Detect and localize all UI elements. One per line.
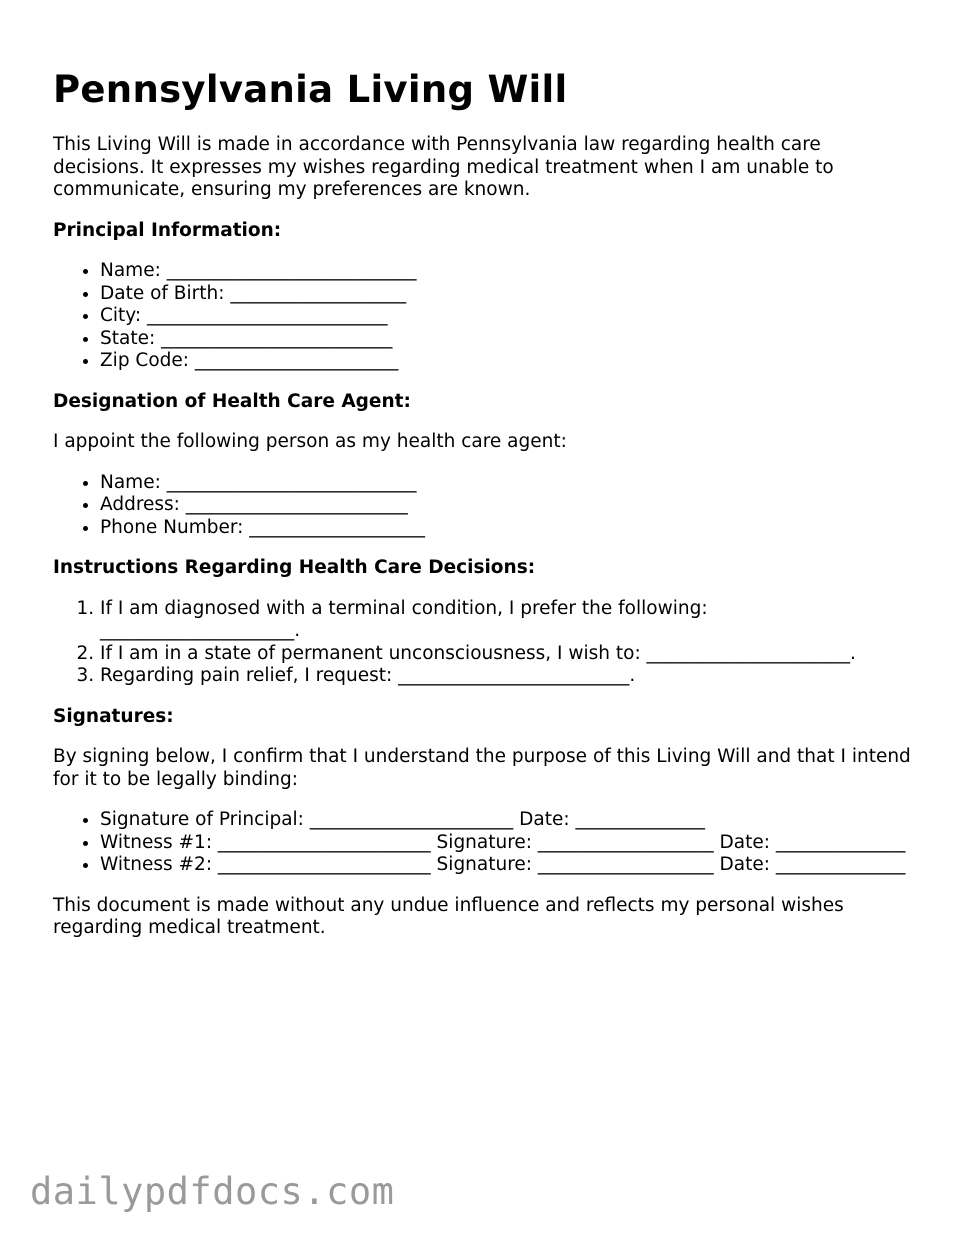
principal-signature-line: • Signature of Principal: ______________________ Date: ______________	[100, 809, 913, 832]
signatures-intro: By signing below, I confirm that I understand the purpose of this Living Will and that I intend for it to be legally binding:	[53, 746, 911, 790]
principal-heading: Principal Information:	[53, 219, 282, 241]
agent-intro: I appoint the following person as my health care agent:	[53, 431, 567, 452]
intro-paragraph: This Living Will is made in accordance with Pennsylvania law regarding health care decisions. It expresses my wishes regarding medical treatment when I am unable to communicate, ensuring my preferences are known.	[53, 134, 834, 200]
principal-dob-field: • Date of Birth: ___________________	[100, 283, 913, 306]
closing-paragraph: This document is made without any undue influence and reflects my personal wishes regarding medical treatment.	[53, 894, 844, 938]
witness-1-line: • Witness #1: _______________________ Signature: ___________________ Date: ______________	[100, 832, 913, 855]
principal-list	[53, 260, 913, 373]
agent-phone-field: • Phone Number: ___________________	[100, 517, 913, 540]
agent-address-field: • Address: ________________________	[100, 494, 913, 517]
principal-city-field: • City: __________________________	[100, 305, 913, 328]
signatures-list	[53, 809, 913, 877]
watermark: dailypdfdocs.com	[30, 1170, 395, 1213]
document-title: Pennsylvania Living Will	[53, 68, 568, 111]
agent-heading: Designation of Health Care Agent:	[53, 390, 411, 412]
principal-zip-field: • Zip Code: ______________________	[100, 350, 913, 373]
principal-state-field: • State: _________________________	[100, 328, 913, 351]
agent-list	[53, 472, 913, 540]
signatures-heading: Signatures:	[53, 705, 174, 727]
principal-name-field: • Name: ___________________________	[100, 260, 913, 283]
witness-2-line: • Witness #2: _______________________ Signature: ___________________ Date: ______________	[100, 854, 913, 877]
document-page	[53, 66, 913, 958]
instructions-heading: Instructions Regarding Health Care Decisions:	[53, 557, 536, 578]
instructions-list	[53, 598, 913, 688]
agent-name-field: • Name: ___________________________	[100, 472, 913, 495]
instruction-terminal: 1. If I am diagnosed with a terminal condition, I prefer the following: _____________________.	[100, 598, 913, 643]
instruction-unconsciousness: 2. If I am in a state of permanent unconsciousness, I wish to: ______________________.	[100, 643, 913, 666]
instruction-pain-relief: 3. Regarding pain relief, I request: _________________________.	[100, 665, 913, 688]
